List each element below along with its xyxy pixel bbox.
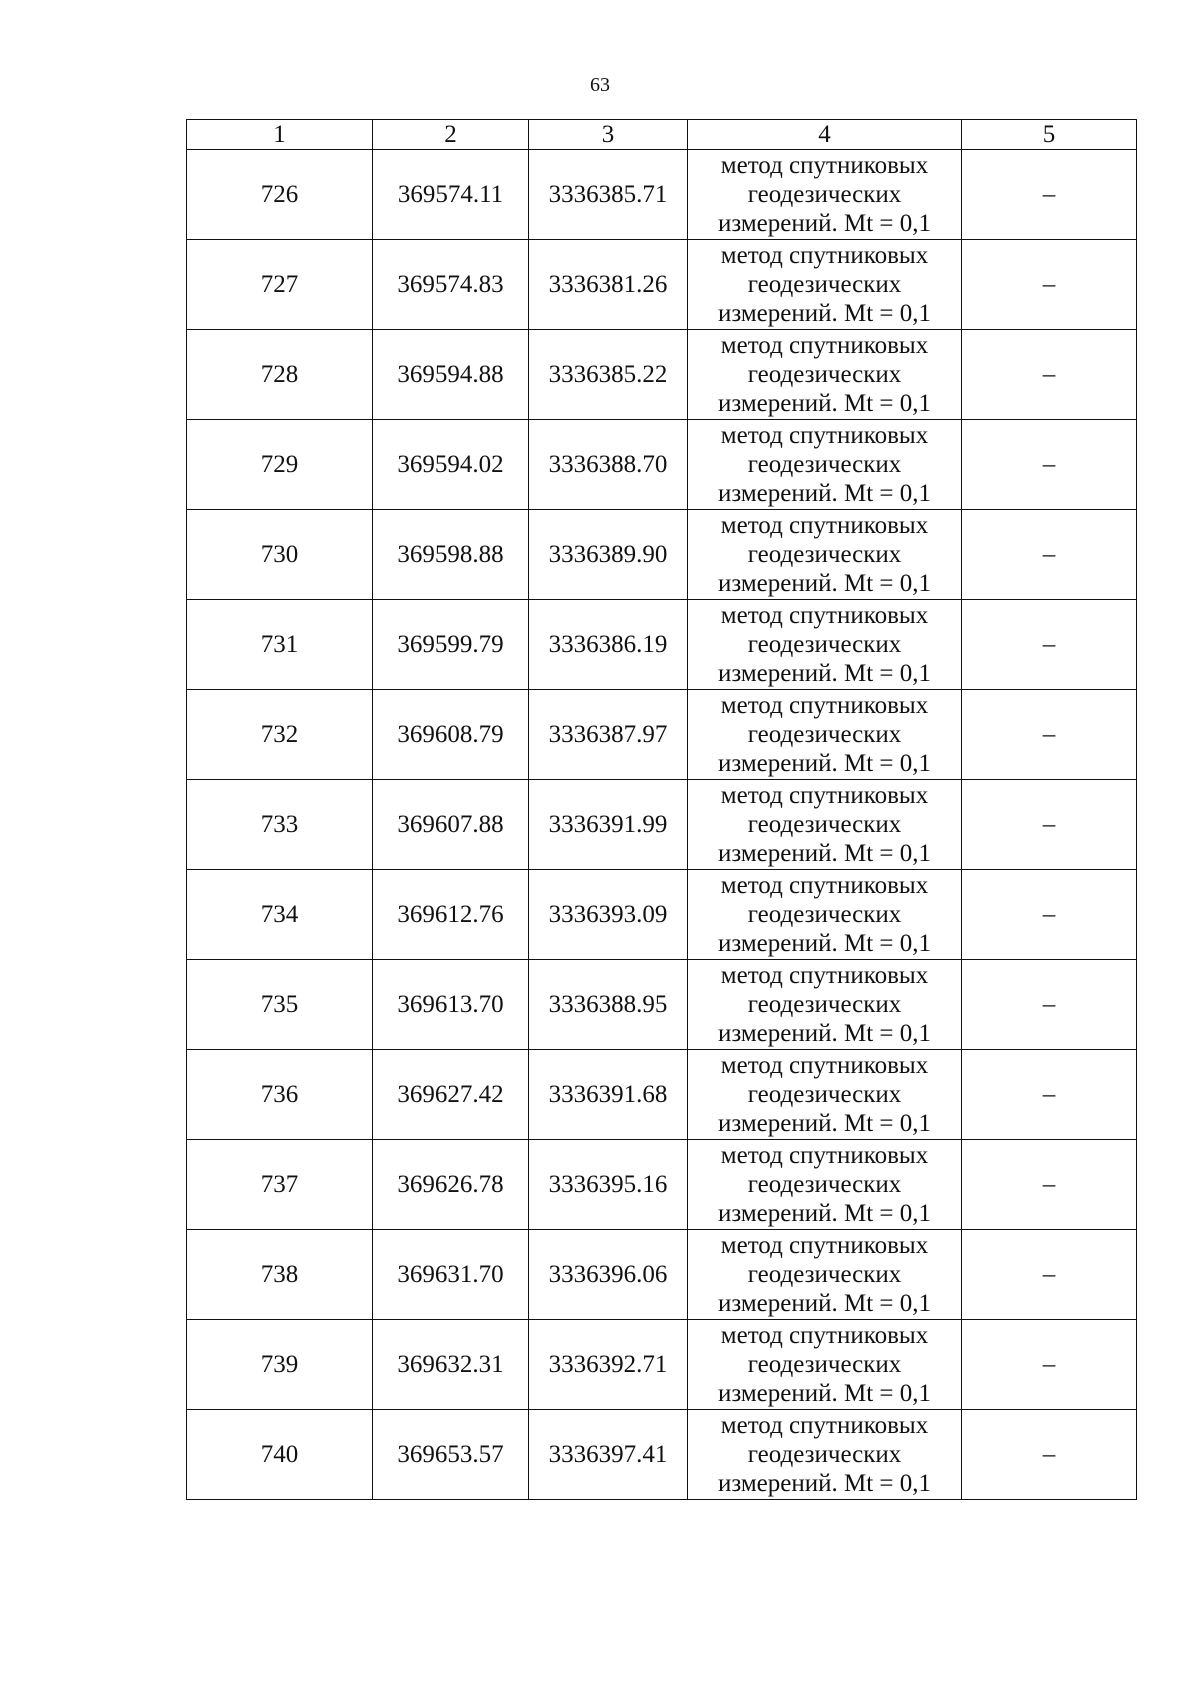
- note-cell: –: [962, 690, 1137, 780]
- x-coordinate-cell: 369574.11: [373, 150, 529, 240]
- method-cell: [688, 1230, 962, 1320]
- method-line: геодезических: [747, 1351, 902, 1378]
- table-row: [187, 1410, 1137, 1500]
- method-line: геодезических: [747, 631, 902, 658]
- method-cell: [688, 240, 962, 330]
- method-line: измерений. Mt = 0,1: [717, 390, 932, 417]
- point-number-cell: 740: [187, 1410, 373, 1500]
- method-cell: [688, 600, 962, 690]
- y-coordinate-cell: 3336391.68: [529, 1050, 688, 1140]
- y-coordinate-cell: 3336397.41: [529, 1410, 688, 1500]
- method-line: измерений. Mt = 0,1: [717, 1200, 932, 1227]
- table-row: [187, 960, 1137, 1050]
- table-row: [187, 330, 1137, 420]
- point-number-cell: 735: [187, 960, 373, 1050]
- note-cell: –: [962, 330, 1137, 420]
- method-line: геодезических: [747, 1441, 902, 1468]
- method-line: метод спутниковых: [720, 962, 929, 989]
- coordinates-table: [186, 119, 1137, 1500]
- method-line: метод спутниковых: [720, 692, 929, 719]
- x-coordinate-cell: 369627.42: [373, 1050, 529, 1140]
- table-row: [187, 780, 1137, 870]
- y-coordinate-cell: 3336392.71: [529, 1320, 688, 1410]
- note-cell: –: [962, 1320, 1137, 1410]
- point-number-cell: 737: [187, 1140, 373, 1230]
- method-line: геодезических: [747, 361, 902, 388]
- method-cell: [688, 510, 962, 600]
- y-coordinate-cell: 3336385.71: [529, 150, 688, 240]
- y-coordinate-cell: 3336396.06: [529, 1230, 688, 1320]
- method-cell: [688, 690, 962, 780]
- note-cell: –: [962, 420, 1137, 510]
- method-line: метод спутниковых: [720, 1412, 929, 1439]
- method-line: метод спутниковых: [720, 512, 929, 539]
- x-coordinate-cell: 369598.88: [373, 510, 529, 600]
- x-coordinate-cell: 369613.70: [373, 960, 529, 1050]
- point-number-cell: 730: [187, 510, 373, 600]
- method-line: метод спутниковых: [720, 602, 929, 629]
- point-number-cell: 729: [187, 420, 373, 510]
- y-coordinate-cell: 3336381.26: [529, 240, 688, 330]
- table-body: [187, 120, 1137, 1500]
- method-cell: [688, 420, 962, 510]
- method-line: геодезических: [747, 1171, 902, 1198]
- point-number-cell: 727: [187, 240, 373, 330]
- method-line: метод спутниковых: [720, 422, 929, 449]
- x-coordinate-cell: 369631.70: [373, 1230, 529, 1320]
- table-row: [187, 1320, 1137, 1410]
- method-line: геодезических: [747, 901, 902, 928]
- x-coordinate-cell: 369653.57: [373, 1410, 529, 1500]
- method-line: геодезических: [747, 451, 902, 478]
- x-coordinate-cell: 369607.88: [373, 780, 529, 870]
- method-line: измерений. Mt = 0,1: [717, 660, 932, 687]
- point-number-cell: 738: [187, 1230, 373, 1320]
- method-line: метод спутниковых: [720, 872, 929, 899]
- table-row: [187, 1140, 1137, 1230]
- note-cell: –: [962, 150, 1137, 240]
- table-row: [187, 150, 1137, 240]
- column-header-1: 1: [187, 120, 373, 150]
- y-coordinate-cell: 3336387.97: [529, 690, 688, 780]
- method-line: измерений. Mt = 0,1: [717, 840, 932, 867]
- method-line: метод спутниковых: [720, 1322, 929, 1349]
- note-cell: –: [962, 600, 1137, 690]
- method-cell: [688, 1050, 962, 1140]
- table-row: [187, 600, 1137, 690]
- method-cell: [688, 1320, 962, 1410]
- x-coordinate-cell: 369612.76: [373, 870, 529, 960]
- table-row: [187, 240, 1137, 330]
- x-coordinate-cell: 369594.88: [373, 330, 529, 420]
- method-line: измерений. Mt = 0,1: [717, 750, 932, 777]
- note-cell: –: [962, 1140, 1137, 1230]
- method-line: измерений. Mt = 0,1: [717, 1020, 932, 1047]
- column-header-4: 4: [688, 120, 962, 150]
- table-row: [187, 510, 1137, 600]
- column-header-5: 5: [962, 120, 1137, 150]
- method-line: измерений. Mt = 0,1: [717, 300, 932, 327]
- x-coordinate-cell: 369608.79: [373, 690, 529, 780]
- table-row: [187, 1050, 1137, 1140]
- method-line: метод спутниковых: [720, 152, 929, 179]
- method-cell: [688, 1410, 962, 1500]
- method-line: геодезических: [747, 991, 902, 1018]
- point-number-cell: 734: [187, 870, 373, 960]
- method-line: измерений. Mt = 0,1: [717, 1470, 932, 1497]
- method-line: метод спутниковых: [720, 1232, 929, 1259]
- y-coordinate-cell: 3336389.90: [529, 510, 688, 600]
- method-line: метод спутниковых: [720, 332, 929, 359]
- method-line: измерений. Mt = 0,1: [717, 1110, 932, 1137]
- page-number: 63: [590, 74, 610, 96]
- method-cell: [688, 150, 962, 240]
- point-number-cell: 728: [187, 330, 373, 420]
- method-line: геодезических: [747, 811, 902, 838]
- note-cell: –: [962, 870, 1137, 960]
- method-line: измерений. Mt = 0,1: [717, 1290, 932, 1317]
- method-line: измерений. Mt = 0,1: [717, 570, 932, 597]
- point-number-cell: 726: [187, 150, 373, 240]
- method-line: измерений. Mt = 0,1: [717, 930, 932, 957]
- method-line: геодезических: [747, 181, 902, 208]
- method-line: измерений. Mt = 0,1: [717, 1380, 932, 1407]
- note-cell: –: [962, 1410, 1137, 1500]
- x-coordinate-cell: 369594.02: [373, 420, 529, 510]
- table-row: [187, 420, 1137, 510]
- note-cell: –: [962, 780, 1137, 870]
- method-cell: [688, 330, 962, 420]
- y-coordinate-cell: 3336385.22: [529, 330, 688, 420]
- table-row: [187, 870, 1137, 960]
- method-line: метод спутниковых: [720, 1052, 929, 1079]
- point-number-cell: 739: [187, 1320, 373, 1410]
- column-header-3: 3: [529, 120, 688, 150]
- method-line: метод спутниковых: [720, 242, 929, 269]
- y-coordinate-cell: 3336386.19: [529, 600, 688, 690]
- method-line: геодезических: [747, 721, 902, 748]
- table-header-row: [187, 120, 1137, 150]
- y-coordinate-cell: 3336393.09: [529, 870, 688, 960]
- method-line: геодезических: [747, 1081, 902, 1108]
- method-cell: [688, 870, 962, 960]
- point-number-cell: 731: [187, 600, 373, 690]
- column-header-2: 2: [373, 120, 529, 150]
- x-coordinate-cell: 369599.79: [373, 600, 529, 690]
- method-line: геодезических: [747, 541, 902, 568]
- x-coordinate-cell: 369574.83: [373, 240, 529, 330]
- note-cell: –: [962, 240, 1137, 330]
- method-line: измерений. Mt = 0,1: [717, 480, 932, 507]
- x-coordinate-cell: 369626.78: [373, 1140, 529, 1230]
- point-number-cell: 733: [187, 780, 373, 870]
- method-line: метод спутниковых: [720, 782, 929, 809]
- note-cell: –: [962, 1230, 1137, 1320]
- table-row: [187, 1230, 1137, 1320]
- y-coordinate-cell: 3336395.16: [529, 1140, 688, 1230]
- y-coordinate-cell: 3336388.70: [529, 420, 688, 510]
- method-cell: [688, 780, 962, 870]
- method-line: геодезических: [747, 1261, 902, 1288]
- method-cell: [688, 1140, 962, 1230]
- y-coordinate-cell: 3336388.95: [529, 960, 688, 1050]
- y-coordinate-cell: 3336391.99: [529, 780, 688, 870]
- method-line: измерений. Mt = 0,1: [717, 210, 932, 237]
- point-number-cell: 736: [187, 1050, 373, 1140]
- note-cell: –: [962, 960, 1137, 1050]
- note-cell: –: [962, 1050, 1137, 1140]
- note-cell: –: [962, 510, 1137, 600]
- x-coordinate-cell: 369632.31: [373, 1320, 529, 1410]
- point-number-cell: 732: [187, 690, 373, 780]
- method-line: метод спутниковых: [720, 1142, 929, 1169]
- table-row: [187, 690, 1137, 780]
- method-cell: [688, 960, 962, 1050]
- method-line: геодезических: [747, 271, 902, 298]
